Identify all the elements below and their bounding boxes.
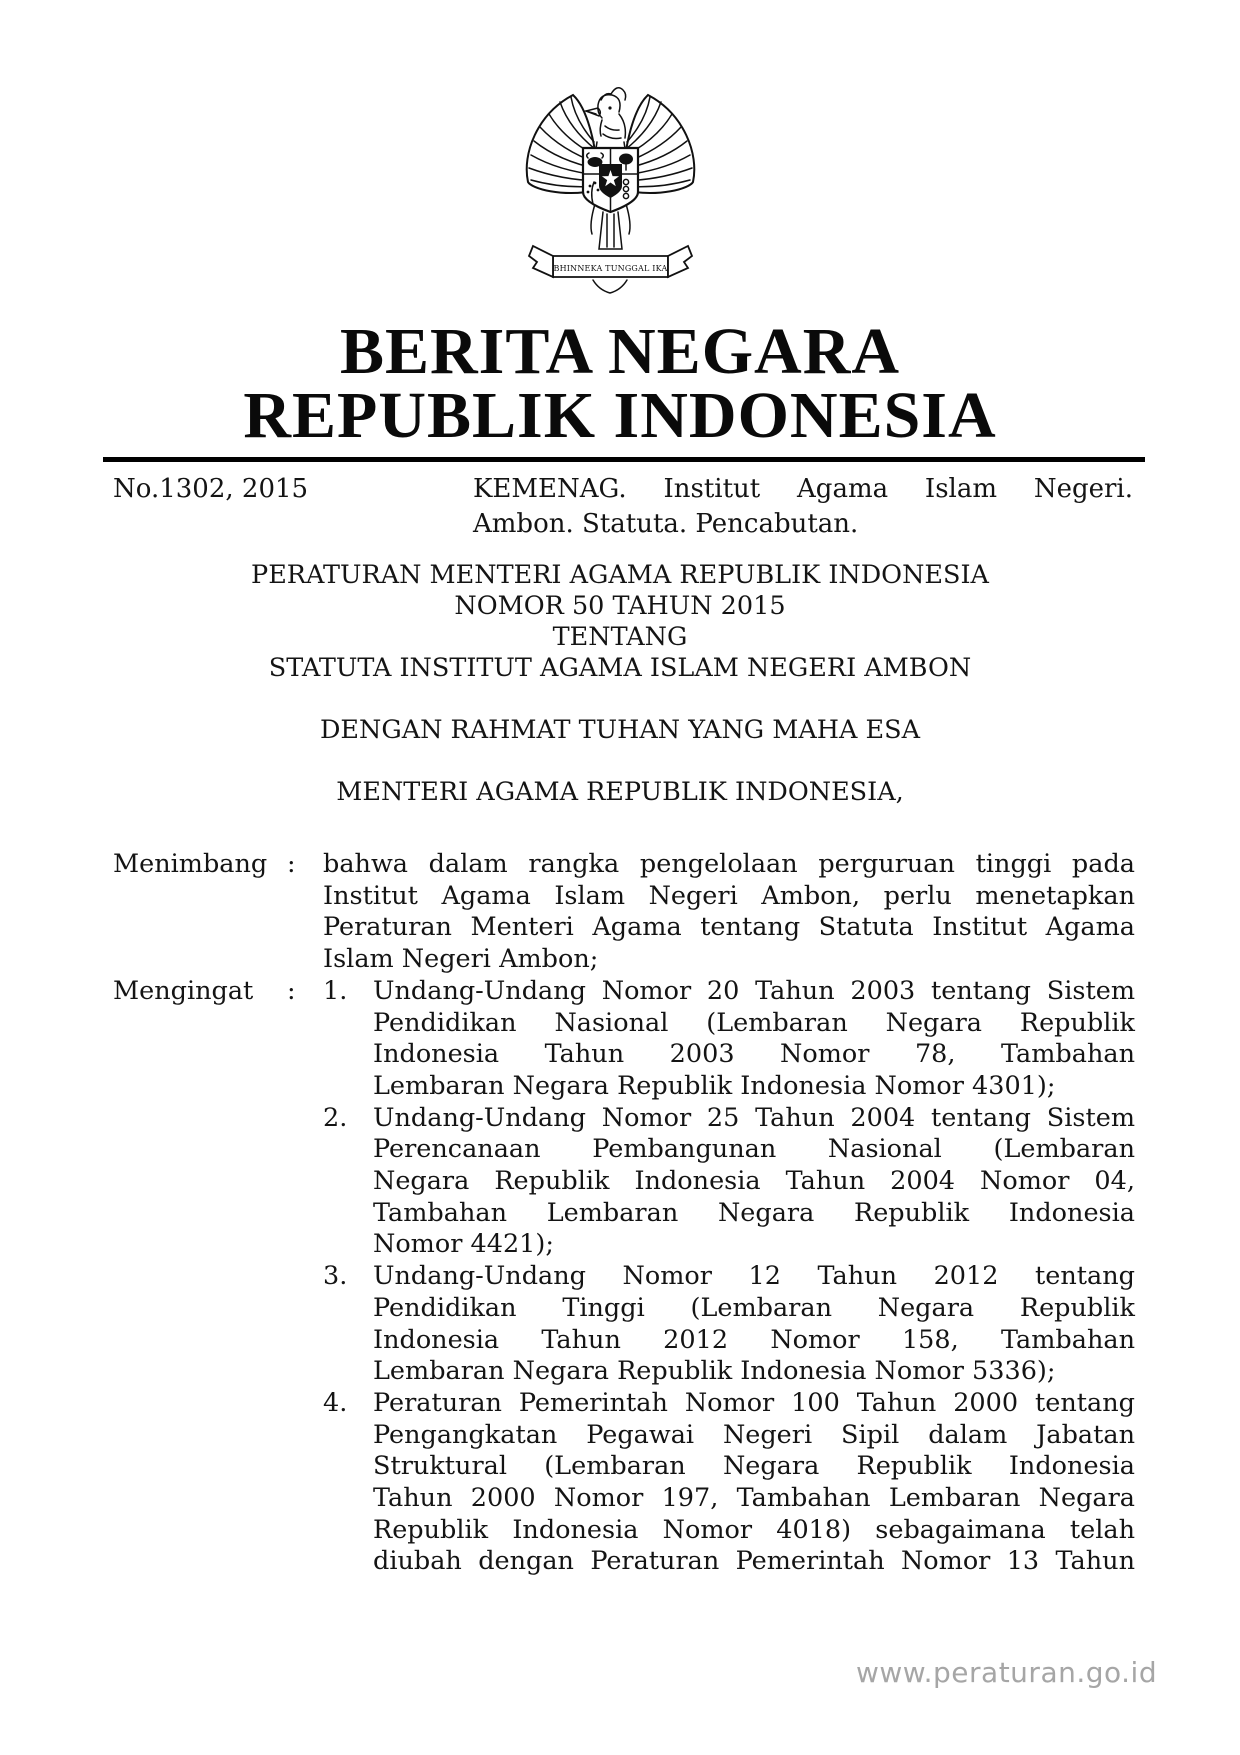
body-line: Institut Agama Islam Negeri Ambon, perlu menetapkan bbox=[323, 880, 1135, 911]
considerations-section bbox=[113, 849, 1135, 1578]
item-number: 1. bbox=[323, 975, 348, 1006]
item-text bbox=[373, 1261, 1135, 1388]
body-line: Islam Negeri Ambon; bbox=[323, 944, 599, 975]
legal-basis-item-2 bbox=[323, 1103, 1135, 1262]
colon: : bbox=[287, 975, 296, 1006]
body-line: Undang-Undang Nomor 25 Tahun 2004 tentang Sistem bbox=[373, 1102, 1135, 1133]
item-text bbox=[373, 1103, 1135, 1262]
body-line: Indonesia Tahun 2003 Nomor 78, Tambahan bbox=[373, 1039, 1135, 1070]
heading-line-4: STATUTA INSTITUT AGAMA ISLAM NEGERI AMBON bbox=[268, 653, 972, 683]
mengingat-row bbox=[113, 976, 1135, 1578]
body-line: Pendidikan Tinggi (Lembaran Negara Republik bbox=[373, 1292, 1135, 1323]
pancasila-shield bbox=[583, 148, 638, 212]
gazette-title-line2: REPUBLIK INDONESIA bbox=[243, 379, 997, 452]
heading-line-3: TENTANG bbox=[552, 622, 688, 652]
body-line: Undang-Undang Nomor 12 Tahun 2012 tentang bbox=[373, 1261, 1135, 1292]
body-line: Republik Indonesia Nomor 4018) sebagaimana telah bbox=[373, 1514, 1135, 1545]
item-number: 3. bbox=[323, 1261, 348, 1292]
decree-heading bbox=[0, 560, 1240, 808]
body-line: Tambahan Lembaran Negara Republik Indonesia bbox=[373, 1197, 1135, 1228]
consideration-label-menimbang: Menimbang bbox=[113, 849, 268, 879]
eagle-head bbox=[586, 88, 626, 139]
legal-basis-item-3 bbox=[323, 1261, 1135, 1388]
body-line: Pengangkatan Pegawai Negeri Sipil dalam Jabatan bbox=[373, 1419, 1135, 1450]
body-line: Undang-Undang Nomor 20 Tahun 2003 tentang Sistem bbox=[373, 975, 1135, 1006]
body-line: Struktural (Lembaran Negara Republik Indonesia bbox=[373, 1451, 1135, 1482]
menimbang-body bbox=[323, 849, 1135, 976]
body-line: Peraturan Menteri Agama tentang Statuta Institut Agama bbox=[323, 912, 1135, 943]
item-text bbox=[373, 976, 1135, 1103]
masthead-divider bbox=[103, 457, 1145, 462]
menimbang-paragraph bbox=[323, 849, 1135, 976]
body-line: Perencanaan Pembangunan Nasional (Lembaran bbox=[373, 1134, 1135, 1165]
colon: : bbox=[287, 849, 296, 879]
body-line: Negara Republik Indonesia Tahun 2004 Nomor 04, bbox=[373, 1166, 1135, 1197]
spacer bbox=[0, 746, 1240, 777]
tail-feathers bbox=[591, 204, 630, 293]
edition-number: No.1302, 2015 bbox=[113, 474, 309, 504]
body-line: Nomor 4421); bbox=[373, 1229, 554, 1260]
invocation-line: DENGAN RAHMAT TUHAN YANG MAHA ESA bbox=[319, 715, 921, 745]
body-line: diubah dengan Peraturan Pemerintah Nomor 13 Tahun bbox=[373, 1546, 1135, 1577]
body-line: Lembaran Negara Republik Indonesia Nomor 5336); bbox=[373, 1356, 1056, 1387]
subject-line-1: KEMENAG. Institut Agama Islam Negeri. bbox=[473, 474, 1133, 504]
body-line: Peraturan Pemerintah Nomor 100 Tahun 2000 tentang bbox=[373, 1387, 1135, 1418]
menimbang-row bbox=[113, 849, 1135, 976]
body-line: Lembaran Negara Republik Indonesia Nomor 4301); bbox=[373, 1070, 1056, 1101]
garuda-pancasila-emblem bbox=[523, 86, 698, 298]
mengingat-body bbox=[323, 976, 1135, 1578]
body-line: Indonesia Tahun 2012 Nomor 158, Tambahan bbox=[373, 1324, 1135, 1355]
gazette-title-line1: BERITA NEGARA bbox=[339, 315, 901, 388]
body-line: Tahun 2000 Nomor 197, Tambahan Lembaran Negara bbox=[373, 1483, 1135, 1514]
authority-line: MENTERI AGAMA REPUBLIK INDONESIA, bbox=[336, 777, 904, 807]
body-line: bahwa dalam rangka pengelolaan perguruan tinggi pada bbox=[323, 849, 1135, 879]
item-text bbox=[373, 1388, 1135, 1578]
heading-line-2: NOMOR 50 TAHUN 2015 bbox=[454, 591, 786, 621]
consideration-label-mengingat: Mengingat bbox=[113, 975, 254, 1006]
gazette-title bbox=[0, 315, 1240, 452]
legal-basis-item-1 bbox=[323, 976, 1135, 1103]
item-number: 4. bbox=[323, 1387, 348, 1418]
item-number: 2. bbox=[323, 1102, 348, 1133]
heading-line-1: PERATURAN MENTERI AGAMA REPUBLIK INDONESIA bbox=[251, 560, 989, 590]
emblem-motto-text: BHINNEKA TUNGGAL IKA bbox=[553, 264, 668, 273]
spacer bbox=[0, 684, 1240, 715]
legal-basis-item-4 bbox=[323, 1388, 1135, 1578]
subject-abstract bbox=[473, 472, 1133, 542]
subject-line-2: Ambon. Statuta. Pencabutan. bbox=[473, 509, 859, 539]
body-line: Pendidikan Nasional (Lembaran Negara Republik bbox=[373, 1007, 1135, 1038]
footer-url: www.peraturan.go.id bbox=[856, 1656, 1158, 1689]
